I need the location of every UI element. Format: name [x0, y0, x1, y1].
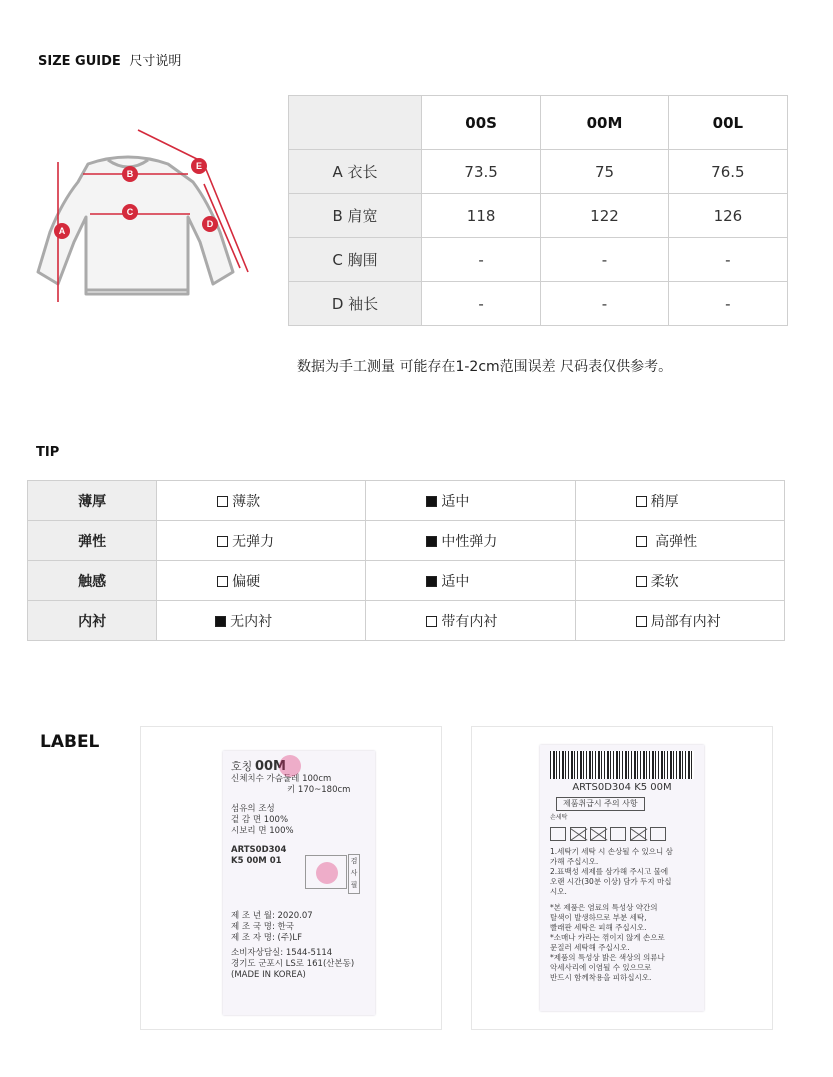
tip-option	[157, 561, 366, 601]
tag-line: (MADE IN KOREA)	[231, 970, 306, 980]
care-box-title: 제품취급시 주의 사항	[556, 797, 645, 811]
size-col-00m: 00M	[541, 96, 669, 150]
care-icons	[550, 827, 694, 841]
size-guide-title-cn: 尺寸说明	[129, 54, 182, 69]
tip-option	[366, 481, 575, 521]
svg-text:D: D	[206, 219, 214, 229]
tip-option	[366, 521, 575, 561]
size-col-00s: 00S	[422, 96, 541, 150]
row-label: A 衣长	[289, 150, 422, 194]
no-bleach-icon	[570, 827, 586, 841]
table-cell: -	[422, 238, 541, 282]
tag-line: 겉 감 면 100%	[231, 815, 289, 825]
tip-option	[575, 561, 784, 601]
row-label: B 肩宽	[289, 194, 422, 238]
tip-option-text: 无内衬	[230, 613, 273, 630]
tip-option	[366, 561, 575, 601]
inspection-stamp-icon	[316, 862, 338, 884]
care-line: 가해 주십시오.	[550, 857, 599, 866]
checkbox-unchecked-icon	[217, 576, 228, 587]
table-cell: -	[541, 238, 669, 282]
care-line: 1.세탁기 세탁 시 손상될 수 있으니 삼	[550, 847, 673, 856]
table-cell: 126	[668, 194, 787, 238]
size-guide-title-en: SIZE GUIDE	[38, 54, 121, 69]
svg-text:E: E	[195, 161, 203, 171]
iron-icon	[610, 827, 626, 841]
tag-size: 00M	[254, 759, 286, 774]
svg-text:B: B	[126, 169, 134, 179]
table-cell: -	[422, 282, 541, 326]
svg-text:A: A	[58, 226, 66, 236]
tip-option-text: 稍厚	[650, 493, 679, 510]
marker-a	[54, 223, 70, 239]
tip-option	[157, 601, 366, 641]
barcode-icon	[550, 751, 694, 779]
table-cell: -	[668, 238, 787, 282]
label-photo-size-tag	[140, 726, 442, 1030]
care-line: 탈색이 발생하므로 부분 세탁,	[550, 913, 647, 922]
table-cell: 73.5	[422, 150, 541, 194]
tip-option-text: 无弹力	[232, 533, 275, 550]
tag-line: 섬유의 조성	[231, 804, 275, 814]
care-line: *제품의 특성상 밝은 색상의 의류나	[550, 953, 665, 962]
checkbox-unchecked-icon	[426, 616, 437, 627]
marker-d	[202, 216, 218, 232]
sweatshirt-diagram	[28, 122, 258, 307]
checkbox-checked-icon	[426, 576, 437, 587]
checkbox-checked-icon	[426, 496, 437, 507]
size-guide-title	[38, 50, 181, 69]
tag-size-prefix: 호칭	[231, 760, 253, 773]
tag-line: 제 조 자 명: (주)LF	[231, 933, 302, 943]
tip-option-text: 适中	[441, 493, 470, 510]
checkbox-unchecked-icon	[636, 536, 647, 547]
tip-label-elasticity: 弹性	[28, 521, 157, 561]
table-cell: -	[541, 282, 669, 326]
measurement-note: 数据为手工测量 可能存在1-2cm范围误差 尺码表仅供参考。	[297, 359, 673, 375]
care-line: 오랜 시간(30분 이상) 담가 두지 마십	[550, 877, 672, 886]
tip-option	[575, 601, 784, 641]
table-row	[289, 194, 788, 238]
tag-line: 키 170~180cm	[287, 785, 351, 795]
care-line: 2.표백성 세제를 삼가해 주시고 물에	[550, 867, 669, 876]
care-line: 반드시 함께착용을 피하십시오.	[550, 973, 652, 982]
label-photo-care-tag	[471, 726, 773, 1030]
hand-wash-icon	[550, 827, 566, 841]
checkbox-unchecked-icon	[636, 576, 647, 587]
size-table-header	[289, 96, 788, 150]
tag-code: K5 00M 01	[231, 856, 282, 866]
table-row	[28, 481, 785, 521]
tip-option-text: 偏硬	[232, 573, 261, 590]
care-tag-code: ARTS0D304 K5 00M	[572, 782, 672, 793]
marker-e	[191, 158, 207, 174]
tag-line: 시보리 면 100%	[231, 826, 294, 836]
marker-c	[122, 204, 138, 220]
tip-title: TIP	[36, 445, 60, 460]
no-dry-clean-icon	[630, 827, 646, 841]
tip-option-text: 高弹性	[650, 533, 698, 550]
tip-label-thickness: 薄厚	[28, 481, 157, 521]
table-cell: 122	[541, 194, 669, 238]
stamp-mark-icon	[279, 755, 301, 777]
checkbox-unchecked-icon	[636, 496, 647, 507]
checkbox-unchecked-icon	[217, 496, 228, 507]
tag-line: 제 조 국 명: 한국	[231, 922, 294, 932]
tip-table	[27, 480, 785, 641]
size-table	[288, 95, 788, 326]
care-line: 시오.	[550, 887, 567, 896]
table-row	[289, 282, 788, 326]
svg-text:C: C	[126, 207, 134, 217]
tag-line: 신체치수 가슴둘레 100cm	[231, 774, 332, 784]
tip-option-text: 柔软	[650, 573, 679, 590]
tip-label-lining: 内衬	[28, 601, 157, 641]
table-cell: -	[668, 282, 787, 326]
checkbox-checked-icon	[426, 536, 437, 547]
care-hand-wash-label: 손세탁	[550, 814, 568, 821]
table-cell: 75	[541, 150, 669, 194]
care-line: *소매나 카라는 꺾이지 않게 손으로	[550, 933, 665, 942]
row-label: C 胸围	[289, 238, 422, 282]
label-title: LABEL	[40, 732, 100, 752]
tip-option	[575, 481, 784, 521]
table-row	[28, 521, 785, 561]
care-line: 악세사리에 이염될 수 있으므로	[550, 963, 652, 972]
checkbox-unchecked-icon	[217, 536, 228, 547]
size-col-00l: 00L	[668, 96, 787, 150]
care-line: *본 제품은 염료의 특성상 약간의	[550, 903, 658, 912]
table-cell: 118	[422, 194, 541, 238]
stamp-side-text: 검사필	[348, 854, 360, 894]
table-cell: 76.5	[668, 150, 787, 194]
tag-line: 소비자상담실: 1544-5114	[231, 948, 333, 958]
size-tag	[223, 751, 375, 1015]
tip-option-text: 薄款	[232, 493, 261, 510]
tag-line: 제 조 년 월: 2020.07	[231, 911, 313, 921]
dry-flat-icon	[650, 827, 666, 841]
marker-b	[122, 166, 138, 182]
table-row	[28, 601, 785, 641]
tip-option-text: 局部有内衬	[650, 613, 721, 630]
tip-option-text: 中性弹力	[441, 533, 498, 550]
table-row	[28, 561, 785, 601]
tip-option-text: 带有内衬	[441, 613, 498, 630]
row-label: D 袖长	[289, 282, 422, 326]
tag-line: 경기도 군포시 LS로 161(산본동)	[231, 959, 355, 969]
care-tag	[540, 745, 704, 1011]
size-table-corner	[289, 96, 422, 150]
inspection-stamp-box	[305, 855, 358, 889]
care-line: 문질러 세탁해 주십시오.	[550, 943, 630, 952]
tip-label-touch: 触感	[28, 561, 157, 601]
checkbox-unchecked-icon	[636, 616, 647, 627]
tip-option	[575, 521, 784, 561]
checkbox-checked-icon	[215, 616, 226, 627]
tip-option	[157, 521, 366, 561]
tag-code: ARTS0D304	[231, 845, 287, 855]
tip-option	[157, 481, 366, 521]
table-row	[289, 238, 788, 282]
tip-option	[366, 601, 575, 641]
table-row	[289, 150, 788, 194]
no-tumble-dry-icon	[590, 827, 606, 841]
tip-option-text: 适中	[441, 573, 470, 590]
care-line: 빨래판 세탁은 피해 주십시오.	[550, 923, 647, 932]
